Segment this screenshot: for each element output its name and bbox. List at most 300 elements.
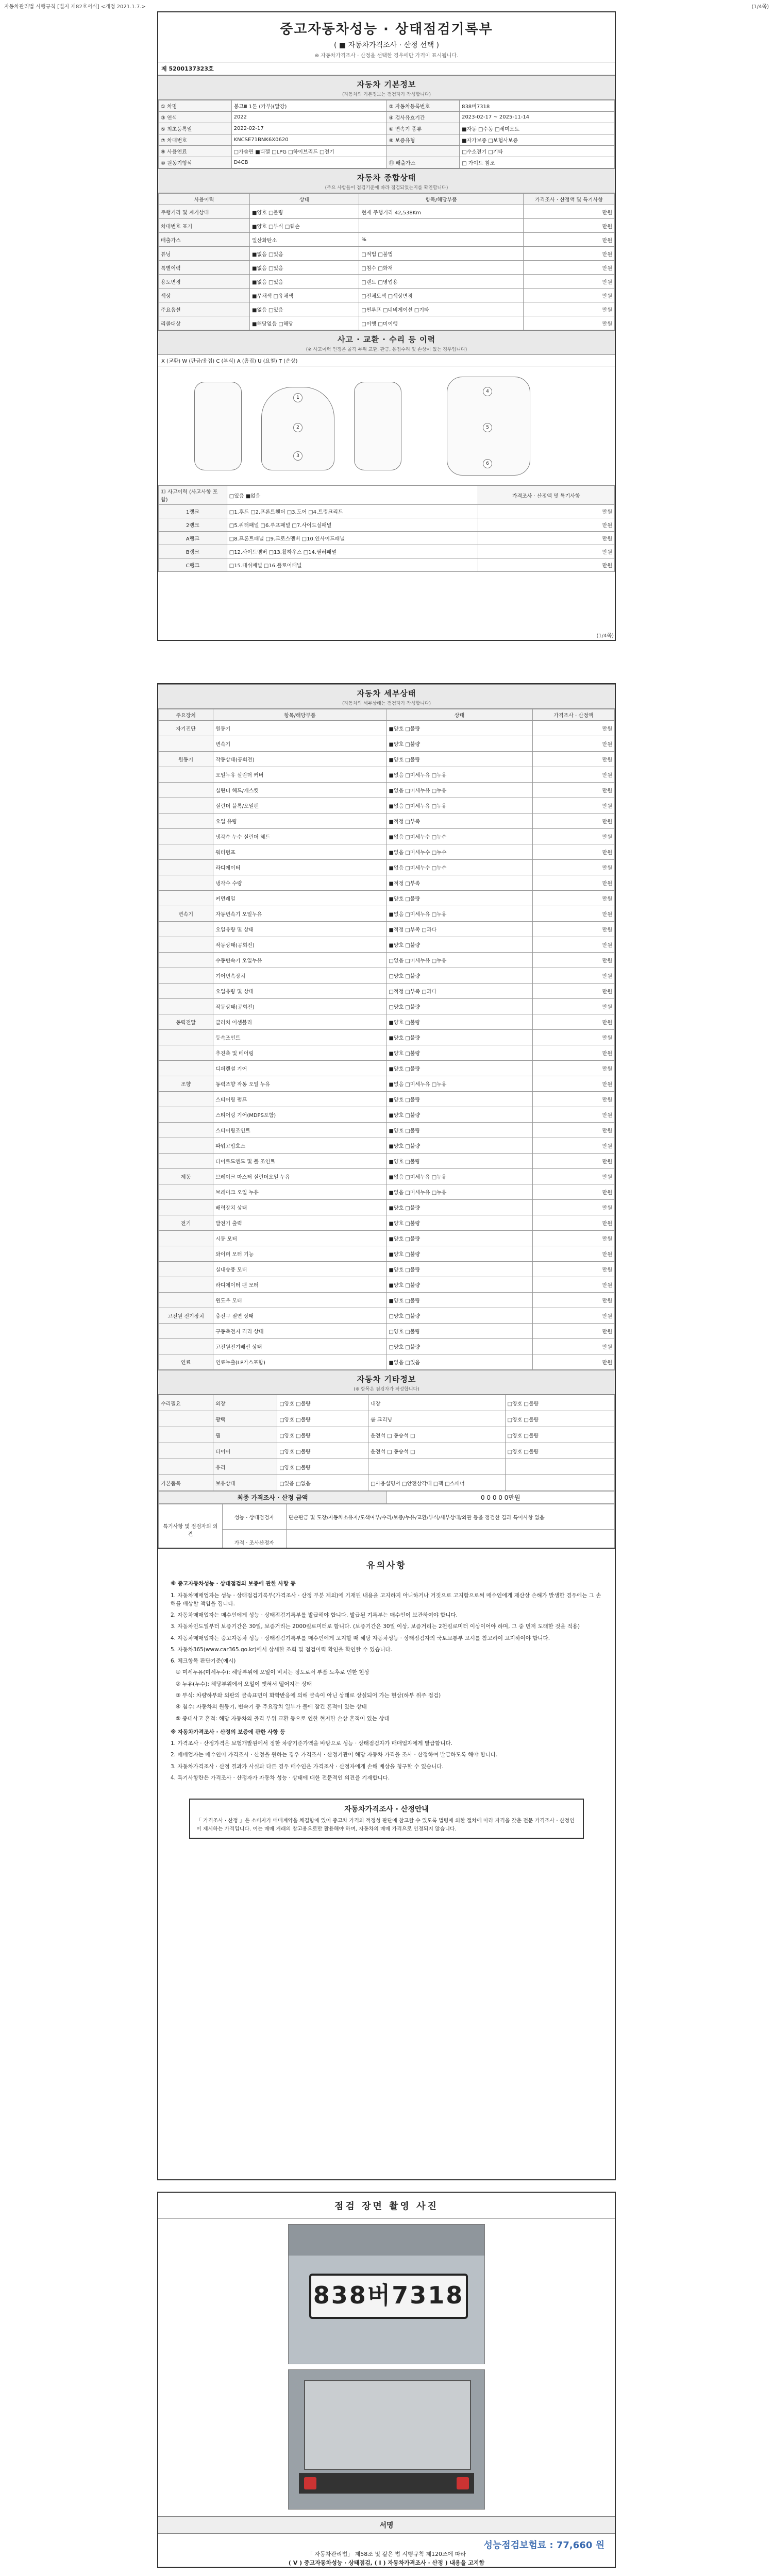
detail-item: 스티어링 기어(MDPS포함): [213, 1107, 386, 1123]
document-header: [158, 12, 615, 62]
document-subtitle: ( ■ 자동차가격조사 · 산정 선택 ): [333, 41, 440, 49]
notice-item: 5. 자동차365(www.car365.go.kr)에서 상세한 조회 및 점검이력 확인을 확인할 수 있습니다.: [171, 1646, 393, 1653]
other-cell: □사용설명서 □안전삼각대 □잭 □스패너: [368, 1475, 506, 1491]
signature-label: 서명: [158, 2517, 615, 2534]
accident-price: 만원: [478, 545, 615, 558]
detail-row: [159, 1123, 615, 1138]
other-cell: [159, 1459, 213, 1475]
notice-item: ④ 침수: 자동차의 원동기, 변속기 등 주요장치 일부가 물에 잠긴 흔적이 있는 상태: [171, 1704, 367, 1710]
detail-group: [159, 1293, 213, 1308]
summary-row: [159, 302, 615, 316]
detail-price: 만원: [532, 937, 614, 953]
detail-price: 만원: [532, 999, 614, 1014]
detail-status: ■양호 □불량: [386, 1293, 532, 1308]
detail-group: [159, 1092, 213, 1107]
other-cell: □양호 □불량: [505, 1427, 614, 1443]
photo-section-title: 점검 장면 촬영 사진: [158, 2193, 615, 2219]
detail-price: 만원: [532, 860, 614, 875]
summary-detail: 현재 주행거리 42,538Km: [359, 205, 524, 219]
basic-info-value: 봉고Ⅲ 1톤 (카부)(달강): [231, 100, 386, 112]
section-note: (자동차의 기본정보는 점검자가 작성합니다): [342, 92, 431, 97]
detail-status: ■양호 □불량: [386, 1107, 532, 1123]
summary-table: [158, 193, 615, 330]
detail-price: 만원: [532, 1231, 614, 1246]
summary-status: ■양호 □불량: [250, 205, 359, 219]
detail-table: [158, 709, 615, 1370]
detail-price: 만원: [532, 736, 614, 752]
summary-detail: □적법 □불법: [359, 247, 524, 261]
detail-status: ■양호 □불량: [386, 1030, 532, 1045]
detail-group: [159, 860, 213, 875]
notice-heading-2: ※ 자동차가격조사 · 산정의 보증에 관한 사항 등: [171, 1728, 285, 1735]
accident-price: 만원: [478, 532, 615, 545]
detail-item: 커먼레일: [213, 891, 386, 906]
detail-row: [159, 891, 615, 906]
detail-status: ■없음 □미세누유 □누유: [386, 1076, 532, 1092]
other-cell: 룸 크리닝: [368, 1411, 506, 1427]
detail-price: 만원: [532, 984, 614, 999]
other-cell: □양호 □불량: [277, 1411, 368, 1427]
other-row: [159, 1411, 615, 1427]
detail-price: 만원: [532, 1107, 614, 1123]
detail-status: □양호 □불량: [386, 1308, 532, 1324]
detail-item: 브레이크 마스터 실린더오일 누유: [213, 1169, 386, 1184]
other-cell: 내장: [368, 1395, 506, 1411]
detail-row: [159, 814, 615, 829]
detail-item: 스티어링 펌프: [213, 1092, 386, 1107]
tail-light: [304, 2477, 316, 2489]
detail-group: [159, 1231, 213, 1246]
basic-info-label: [386, 146, 460, 157]
detail-row: [159, 844, 615, 860]
summary-head: 항목/해당부품: [359, 194, 524, 205]
other-cell: 수리필요: [159, 1395, 213, 1411]
basic-info-row: [159, 100, 615, 112]
detail-group: 연료: [159, 1354, 213, 1370]
detail-item: 디퍼렌셜 기어: [213, 1061, 386, 1076]
detail-row: [159, 906, 615, 922]
detail-row: [159, 1339, 615, 1354]
accident-rank-parts: □1.후드 □2.프론트휀더 □3.도어 □4.트렁크리드: [227, 505, 478, 518]
detail-item: 타이로드엔드 및 볼 조인트: [213, 1154, 386, 1169]
basic-info-value: D4CB: [231, 157, 386, 168]
detail-price: 만원: [532, 1092, 614, 1107]
summary-row: [159, 247, 615, 261]
detail-status: ■없음 □미세누수 □누수: [386, 844, 532, 860]
section-basic-info: [158, 75, 615, 100]
other-cell: 휠: [213, 1427, 277, 1443]
summary-item: 주요옵션: [159, 302, 250, 316]
basic-info-row: [159, 157, 615, 168]
license-plate: 838버7318: [309, 2274, 468, 2319]
detail-row: [159, 752, 615, 767]
detail-status: ■없음 □미세누유 □누유: [386, 1169, 532, 1184]
other-cell: [159, 1443, 213, 1459]
detail-row: [159, 1215, 615, 1231]
summary-row: [159, 316, 615, 330]
detail-group: [159, 1061, 213, 1076]
rear-photo: [288, 2369, 485, 2510]
accident-history-label: ⑪ 사고이력 (사고사항 포함): [159, 486, 227, 505]
document-title: 중고자동차성능 · 상태점검기록부: [280, 22, 493, 37]
detail-row: [159, 1169, 615, 1184]
accident-row: [159, 545, 615, 558]
detail-group: [159, 814, 213, 829]
detail-price: 만원: [532, 1076, 614, 1092]
detail-item: 워터펌프: [213, 844, 386, 860]
other-row: [159, 1443, 615, 1459]
basic-info-row: [159, 134, 615, 146]
summary-status: ■없음 □있음: [250, 261, 359, 275]
detail-status: ■없음 □미세누수 □누수: [386, 860, 532, 875]
summary-detail: □전체도색 □색상변경: [359, 289, 524, 302]
basic-info-value: 2022-02-17: [231, 123, 386, 134]
detail-status: ■양호 □불량: [386, 1092, 532, 1107]
summary-item: 튜닝: [159, 247, 250, 261]
basic-info-value: ■자동 □수동 □세미오토: [460, 123, 615, 134]
detail-group: [159, 1184, 213, 1200]
detail-row: [159, 1076, 615, 1092]
detail-row: [159, 860, 615, 875]
detail-item: 수동변속기 오일누유: [213, 953, 386, 968]
summary-status: ■없음 □있음: [250, 275, 359, 289]
car-front-view: [194, 382, 242, 470]
accident-rank-parts: □15.대쉬패널 □16.플로어패널: [227, 558, 478, 572]
detail-group: 원동기: [159, 752, 213, 767]
detail-price: 만원: [532, 875, 614, 891]
special-appraiser-label: 가격 · 조사산정자: [222, 1530, 286, 1555]
detail-group: [159, 891, 213, 906]
section-summary: [158, 168, 615, 193]
notice-item: ③ 부식: 차량하부와 외판의 금속표면이 화학반응에 의해 금속이 아닌 상태로 상실되어 가는 현상(하부 위주 점검): [171, 1692, 441, 1699]
detail-status: ■없음 □있음: [386, 1354, 532, 1370]
section-note: (※ 항목은 점검자가 작성합니다): [354, 1387, 419, 1392]
detail-group: 제동: [159, 1169, 213, 1184]
detail-item: 스티어링조인트: [213, 1123, 386, 1138]
other-cell: 운전석 □ 동승석 □: [368, 1427, 506, 1443]
detail-status: ■양호 □불량: [386, 1231, 532, 1246]
detail-item: 냉각수 수량: [213, 875, 386, 891]
page-2: [157, 683, 616, 1563]
basic-info-label: ② 자동차등록번호: [386, 100, 460, 112]
section-title: 자동차 세부상태: [357, 689, 416, 698]
other-row: [159, 1475, 615, 1491]
notice-heading-1: ※ 중고자동차성능 · 상태점검의 보증에 관한 사항 등: [171, 1581, 296, 1587]
detail-status: □양호 □불량: [386, 999, 532, 1014]
other-cell: 보유상태: [213, 1475, 277, 1491]
detail-status: ■양호 □불량: [386, 1277, 532, 1293]
accident-rank-parts: □5.쿼터패널 □6.루프패널 □7.사이드실패널: [227, 518, 478, 532]
other-cell: [505, 1475, 614, 1491]
detail-status: ■양호 □불량: [386, 1045, 532, 1061]
cargo-box: [304, 2380, 471, 2470]
summary-price: 만원: [523, 275, 614, 289]
car-rear-view: [354, 382, 401, 470]
detail-row: [159, 984, 615, 999]
detail-status: ■양호 □불량: [386, 1154, 532, 1169]
detail-group: [159, 937, 213, 953]
detail-row: [159, 968, 615, 984]
summary-detail: □침수 □화재: [359, 261, 524, 275]
summary-price: 만원: [523, 247, 614, 261]
other-cell: 광택: [213, 1411, 277, 1427]
section-other: [158, 1370, 615, 1395]
detail-group: [159, 1339, 213, 1354]
detail-group: 전기: [159, 1215, 213, 1231]
final-price-table: [158, 1491, 615, 1504]
basic-info-label: ④ 검사유효기간: [386, 112, 460, 123]
notice-item: 3. 자동차인도일부터 보증기간은 30일, 보증거리는 2000킬로미터로 합니다. (보증기간은 30일 이상, 보증거리는 2천킬로미터 이상이어야 하며, 그 중 먼저 도래한 것을 적용): [171, 1623, 580, 1630]
notice-title: 유의사항: [366, 1561, 407, 1571]
accident-price: 만원: [478, 505, 615, 518]
notice-item: 3. 자동차가격조사 · 산정 결과가 사실과 다른 경우 매수인은 가격조사 · 산정자에게 손해 배상을 청구할 수 있습니다.: [171, 1763, 444, 1770]
form-reference: 자동차관리법 시행규칙 [별지 제82호서식] <개정 2021.1.7.>: [4, 4, 146, 10]
basic-info-label: ① 차명: [159, 100, 232, 112]
footer-line-2: ( Ⅴ ) 중고자동차성능 · 상태점검, ( Ⅰ ) 자동차가격조사 · 산정 ) 내용을 고지함: [288, 2559, 485, 2566]
detail-item: 작동상태(공회전): [213, 999, 386, 1014]
detail-status: ■없음 □미세누유 □누유: [386, 798, 532, 814]
notice-item: ① 미세누유(미세누수): 해당부위에 오일이 비치는 정도로서 부품 노후로 인한 현상: [171, 1669, 369, 1676]
detail-head: 항목/해당부품: [213, 709, 386, 721]
document-number: 제 5200137323호: [158, 62, 615, 75]
detail-price: 만원: [532, 1308, 614, 1324]
detail-price: 만원: [532, 1293, 614, 1308]
accident-row: [159, 486, 615, 505]
summary-head: 상태: [250, 194, 359, 205]
detail-row: [159, 798, 615, 814]
other-cell: □양호 □불량: [505, 1411, 614, 1427]
detail-status: ■없음 □미세누유 □누유: [386, 906, 532, 922]
detail-row: [159, 1231, 615, 1246]
notice-item: ⑤ 중대사고 흔적: 해당 자동차의 골격 부위 교환 등으로 인한 현저한 손상 흔적이 있는 상태: [171, 1715, 390, 1722]
summary-status: ■무채색 □유채색: [250, 289, 359, 302]
detail-item: 파워고압호스: [213, 1138, 386, 1154]
detail-row: [159, 937, 615, 953]
appraisal-guide-text: 「 가격조사 · 산정 」은 소비자가 매매계약을 체결함에 있어 중고차 가격의 적정성 판단에 참고할 수 있도록 법령에 의한 절차에 따라 자격을 갖춘 전문 가격조사 · 산정인이 제시하는 가격입니다. 이는 매매 거래의 참고용으로만 활용해야 하며, 자동차의 매매 가격으로 인정되지 않습니다.: [196, 1818, 575, 1833]
detail-item: 실린더 헤드/개스킷: [213, 783, 386, 798]
detail-status: ■양호 □불량: [386, 1262, 532, 1277]
detail-item: 자동변속기 오일누유: [213, 906, 386, 922]
summary-item: 색상: [159, 289, 250, 302]
accident-history-value: □있음 ■없음: [227, 486, 478, 505]
detail-item: 구동축전지 격리 상태: [213, 1324, 386, 1339]
detail-group: 동력전달: [159, 1014, 213, 1030]
other-cell: □있음 □없음: [277, 1475, 368, 1491]
detail-item: 오일유량 및 상태: [213, 984, 386, 999]
summary-item: 차대번호 표기: [159, 219, 250, 233]
detail-item: 오일누유 실린더 커버: [213, 767, 386, 783]
detail-item: 충전구 절연 상태: [213, 1308, 386, 1324]
notice-list-2: [171, 1739, 602, 1782]
detail-price: 만원: [532, 767, 614, 783]
detail-price: 만원: [532, 752, 614, 767]
basic-info-label: ⑪ 배출가스: [386, 157, 460, 168]
detail-item: 발전기 출력: [213, 1215, 386, 1231]
other-cell: 유리: [213, 1459, 277, 1475]
detail-group: [159, 767, 213, 783]
accident-price: 만원: [478, 558, 615, 572]
detail-price: 만원: [532, 1324, 614, 1339]
basic-info-row: [159, 123, 615, 134]
part-marker: 3: [293, 451, 303, 461]
basic-info-table: [158, 100, 615, 168]
detail-group: [159, 1154, 213, 1169]
insurance-fee: 성능점검보험료 : 77,660 원: [483, 2540, 604, 2551]
other-cell: [159, 1411, 213, 1427]
detail-row: [159, 1184, 615, 1200]
legal-footer: [0, 2550, 773, 2567]
detail-row: [159, 783, 615, 798]
detail-price: 만원: [532, 1277, 614, 1293]
summary-row: [159, 275, 615, 289]
basic-info-value: ■자가보증 □보험사보증: [460, 134, 615, 146]
detail-status: ■없음 □미세누유 □누유: [386, 783, 532, 798]
detail-item: 작동상태(공회전): [213, 937, 386, 953]
part-marker: 5: [483, 423, 492, 432]
detail-item: 윈도우 모터: [213, 1293, 386, 1308]
detail-status: □없음 □미세누유 □누유: [386, 953, 532, 968]
detail-item: 오일유량 및 상태: [213, 922, 386, 937]
detail-row: [159, 1030, 615, 1045]
page-4: [157, 2192, 616, 2568]
detail-row: [159, 1154, 615, 1169]
detail-group: [159, 968, 213, 984]
basic-info-label: ③ 연식: [159, 112, 232, 123]
notice-item: 4. 특기사항란은 가격조사 · 산정자가 자동차 성능 · 상태에 대한 전문적인 의견을 기재합니다.: [171, 1774, 390, 1781]
accident-row: [159, 558, 615, 572]
section-note: (※ 사고이력 인정은 골격 부위 교환, 판금, 용접수리 및 손상이 있는 경우입니다): [306, 347, 467, 352]
detail-price: 만원: [532, 1030, 614, 1045]
summary-row: [159, 205, 615, 219]
detail-item: 추진축 및 베어링: [213, 1045, 386, 1061]
detail-status: ■양호 □불량: [386, 1215, 532, 1231]
detail-item: 원동기: [213, 721, 386, 736]
detail-row: [159, 736, 615, 752]
accident-rank-label: 1랭크: [159, 505, 227, 518]
notice-item: 1. 가격조사 · 산정가격은 보험개발원에서 정한 차량기준가액을 바탕으로 성능 · 상태점검자가 매매업자에게 발급합니다.: [171, 1740, 452, 1747]
rear-bumper: [299, 2473, 474, 2494]
detail-group: [159, 1262, 213, 1277]
summary-head: 가격조사 · 산정액 및 특기사항: [523, 194, 614, 205]
section-note: (자동차의 세부상태는 점검자가 작성합니다): [342, 701, 431, 706]
detail-row: [159, 999, 615, 1014]
detail-row: [159, 875, 615, 891]
detail-group: 고전원 전기장치: [159, 1308, 213, 1324]
other-cell: 타이어: [213, 1443, 277, 1459]
detail-price: 만원: [532, 1246, 614, 1262]
detail-group: [159, 984, 213, 999]
detail-row: [159, 1200, 615, 1215]
page-count: (1/4쪽): [751, 4, 769, 10]
page-number: (1/4쪽): [596, 633, 614, 639]
signature-area: [158, 2516, 615, 2555]
other-cell: □양호 □불량: [505, 1395, 614, 1411]
accident-row: [159, 518, 615, 532]
detail-status: ■양호 □불량: [386, 891, 532, 906]
summary-row: [159, 233, 615, 247]
summary-price: 만원: [523, 289, 614, 302]
form-header: [0, 0, 773, 10]
summary-status: ■양호 □부식 □훼손: [250, 219, 359, 233]
tail-light: [457, 2477, 469, 2489]
detail-status: □양호 □불량: [386, 1324, 532, 1339]
detail-status: □양호 □불량: [386, 1339, 532, 1354]
basic-info-label: ⑥ 변속기 종류: [386, 123, 460, 134]
detail-group: [159, 1246, 213, 1262]
detail-price: 만원: [532, 814, 614, 829]
other-cell: [505, 1459, 614, 1475]
summary-detail: □렌트 □영업용: [359, 275, 524, 289]
detail-group: [159, 844, 213, 860]
detail-price: 만원: [532, 1138, 614, 1154]
summary-price: 만원: [523, 316, 614, 330]
notice-item: 1. 자동차매매업자는 성능 · 상태점검기록부(가격조사 · 산정 부분 제외)에 기재된 내용을 고지하지 아니하거나 거짓으로 고지함으로써 매수인에게 재산상 손해가 발생한 경우에는 그 손해를 배상할 책임을 집니다.: [171, 1592, 601, 1607]
detail-status: ■양호 □불량: [386, 1138, 532, 1154]
detail-group: [159, 953, 213, 968]
detail-status: ■양호 □불량: [386, 1061, 532, 1076]
appraisal-guide-box: [189, 1799, 584, 1839]
summary-item: 특별이력: [159, 261, 250, 275]
other-cell: [368, 1459, 506, 1475]
detail-row: [159, 1061, 615, 1076]
detail-head: 가격조사 · 산정액: [532, 709, 614, 721]
accident-rank-label: B랭크: [159, 545, 227, 558]
detail-group: 변속기: [159, 906, 213, 922]
summary-status: ■없음 □있음: [250, 247, 359, 261]
detail-price: 만원: [532, 922, 614, 937]
detail-item: 냉각수 누수 실린더 헤드: [213, 829, 386, 844]
accident-legend: X (교환) W (판금/용접) C (부식) A (흠집) U (요철) T (손상): [158, 355, 615, 366]
detail-price: 만원: [532, 968, 614, 984]
detail-group: [159, 999, 213, 1014]
detail-price: 만원: [532, 1184, 614, 1200]
notice-list-1: [171, 1591, 602, 1723]
detail-row: [159, 953, 615, 968]
detail-row: [159, 1014, 615, 1030]
detail-row: [159, 829, 615, 844]
other-row: [159, 1459, 615, 1475]
summary-price: 만원: [523, 205, 614, 219]
document-note: ※ 자동차가격조사 · 산정을 선택한 경우에만 가격이 표시됩니다.: [314, 53, 459, 59]
summary-row: [159, 219, 615, 233]
summary-status: 일산화탄소: [250, 233, 359, 247]
detail-head: 주요장치: [159, 709, 213, 721]
basic-info-label: ⑩ 원동기형식: [159, 157, 232, 168]
part-marker: 1: [293, 393, 303, 402]
detail-item: 와이퍼 모터 기능: [213, 1246, 386, 1262]
basic-info-label: ⑧ 보증유형: [386, 134, 460, 146]
photo-bumper: [289, 2225, 484, 2256]
detail-group: [159, 829, 213, 844]
basic-info-value: KNCSE71BNK6X0620: [231, 134, 386, 146]
detail-item: 시동 모터: [213, 1231, 386, 1246]
detail-price: 만원: [532, 891, 614, 906]
summary-detail: □이행 □미이행: [359, 316, 524, 330]
detail-item: 기어변속장치: [213, 968, 386, 984]
section-title: 자동차 기본정보: [357, 80, 416, 89]
notice-item: ② 누유(누수): 해당부위에서 오일이 맺혀서 떨어지는 상태: [171, 1681, 312, 1687]
summary-row: [159, 261, 615, 275]
basic-info-value: □가솔린 ■디젤 □LPG □하이브리드 □전기: [231, 146, 386, 157]
detail-group: [159, 798, 213, 814]
final-price-label: 최종 가격조사 · 산정 금액: [159, 1492, 387, 1504]
detail-item: 클러치 어셈블리: [213, 1014, 386, 1030]
detail-price: 만원: [532, 1200, 614, 1215]
detail-price: 만원: [532, 829, 614, 844]
basic-info-label: ⑦ 차대번호: [159, 134, 232, 146]
notice-item: 6. 체크항목 판단기준(예시): [171, 1658, 236, 1665]
summary-price: 만원: [523, 302, 614, 316]
